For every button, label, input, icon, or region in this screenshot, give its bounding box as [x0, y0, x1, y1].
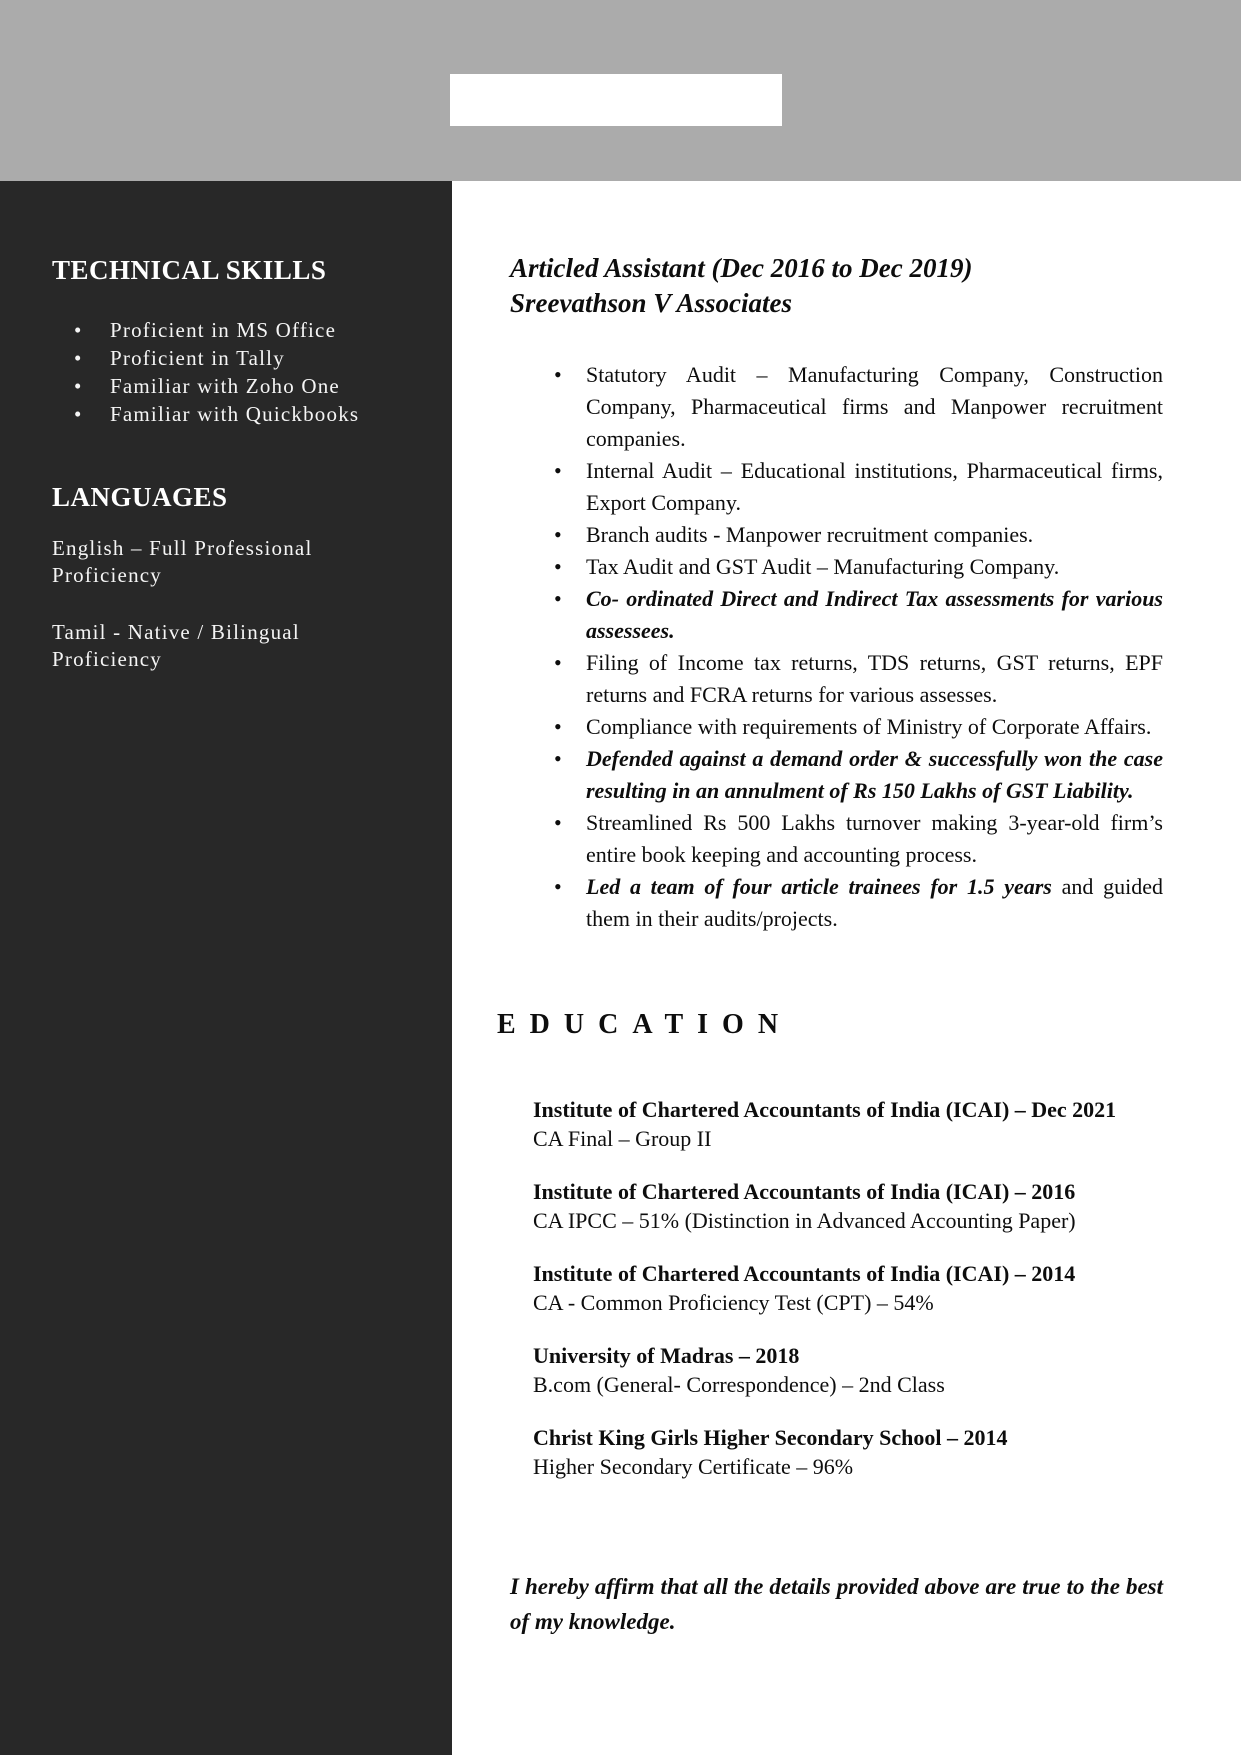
closing-statement: I hereby affirm that all the details provided above are true to the best of my knowledge. [510, 1574, 1163, 1634]
education-institution: Institute of Chartered Accountants of India (ICAI) – 2016 [533, 1179, 1076, 1204]
experience-bullet [552, 359, 1163, 455]
experience-bullet [552, 711, 1163, 743]
education-detail: B.com (General- Correspondence) – 2nd Class [533, 1372, 945, 1397]
job-title-line1: Articled Assistant (Dec 2016 to Dec 2019) [510, 253, 973, 283]
bullet-text-emphasis: Defended against a demand order & successfully won the case resulting in an annulment of Rs 150 Lakhs of GST Liability. [586, 746, 1163, 803]
technical-skills-section [52, 255, 412, 428]
education-entry [533, 1341, 1163, 1399]
education-entry [533, 1423, 1163, 1481]
experience-bullet [552, 647, 1163, 711]
education-detail: CA Final – Group II [533, 1126, 712, 1151]
bullet-text-emphasis: Co- ordinated Direct and Indirect Tax assessments for various assessees. [586, 586, 1163, 643]
languages-heading: LANGUAGES [52, 482, 228, 512]
language-tamil: Tamil - Native / Bilingual Proficiency [52, 620, 300, 671]
education-entry [533, 1259, 1163, 1317]
bullet-text: Branch audits - Manpower recruitment companies. [586, 522, 1034, 547]
education-list [510, 1095, 1163, 1481]
skill-item: • Familiar with Quickbooks [52, 400, 412, 428]
job-title [510, 251, 1163, 321]
skill-item: • Proficient in Tally [52, 344, 412, 372]
language-english: English – Full Professional Proficiency [52, 536, 313, 587]
experience-bullet [552, 551, 1163, 583]
bullet-text: Tax Audit and GST Audit – Manufacturing Company. [586, 554, 1060, 579]
education-institution: Institute of Chartered Accountants of India (ICAI) – Dec 2021 [533, 1097, 1117, 1122]
sidebar [0, 181, 452, 1755]
bullet-text: Internal Audit – Educational institutions, Pharmaceutical firms, Export Company. [586, 458, 1163, 515]
skill-item: • Familiar with Zoho One [52, 372, 412, 400]
bullet-text: and guided them in their audits/projects. [586, 874, 1163, 931]
bullet-text: Statutory Audit – Manufacturing Company, Construction Company, Pharmaceutical firms and Manpower recruitment companies. [586, 362, 1163, 451]
experience-bullet [552, 871, 1163, 935]
main-content [452, 181, 1241, 1755]
education-institution: University of Madras – 2018 [533, 1343, 800, 1368]
experience-bullet [552, 743, 1163, 807]
experience-bullet [552, 455, 1163, 519]
header-band [0, 0, 1241, 181]
experience-bullet [552, 583, 1163, 647]
experience-bullet [552, 807, 1163, 871]
bullet-text: Compliance with requirements of Ministry of Corporate Affairs. [586, 714, 1152, 739]
technical-skills-list [52, 316, 412, 428]
education-institution: Institute of Chartered Accountants of India (ICAI) – 2014 [533, 1261, 1076, 1286]
bullet-text-emphasis: Led a team of four article trainees for 1.5 years [586, 874, 1052, 899]
languages-section [52, 482, 412, 673]
education-detail: CA - Common Proficiency Test (CPT) – 54% [533, 1290, 934, 1315]
education-entry [533, 1095, 1163, 1153]
bullet-text: Streamlined Rs 500 Lakhs turnover making 3-year-old firm’s entire book keeping and accounting process. [586, 810, 1163, 867]
job-title-line2: Sreevathson V Associates [510, 288, 793, 318]
education-detail: Higher Secondary Certificate – 96% [533, 1454, 854, 1479]
skill-item: • Proficient in MS Office [52, 316, 412, 344]
education-heading: EDUCATION [497, 1009, 793, 1040]
experience-bullet [552, 519, 1163, 551]
experience-bullet-list [552, 359, 1163, 935]
name-redaction-box [450, 74, 782, 126]
technical-skills-heading: TECHNICAL SKILLS [52, 255, 327, 285]
education-institution: Christ King Girls Higher Secondary School – 2014 [533, 1425, 1008, 1450]
education-detail: CA IPCC – 51% (Distinction in Advanced Accounting Paper) [533, 1208, 1076, 1233]
bullet-text: Filing of Income tax returns, TDS returns, GST returns, EPF returns and FCRA returns for various assesses. [586, 650, 1163, 707]
education-entry [533, 1177, 1163, 1235]
